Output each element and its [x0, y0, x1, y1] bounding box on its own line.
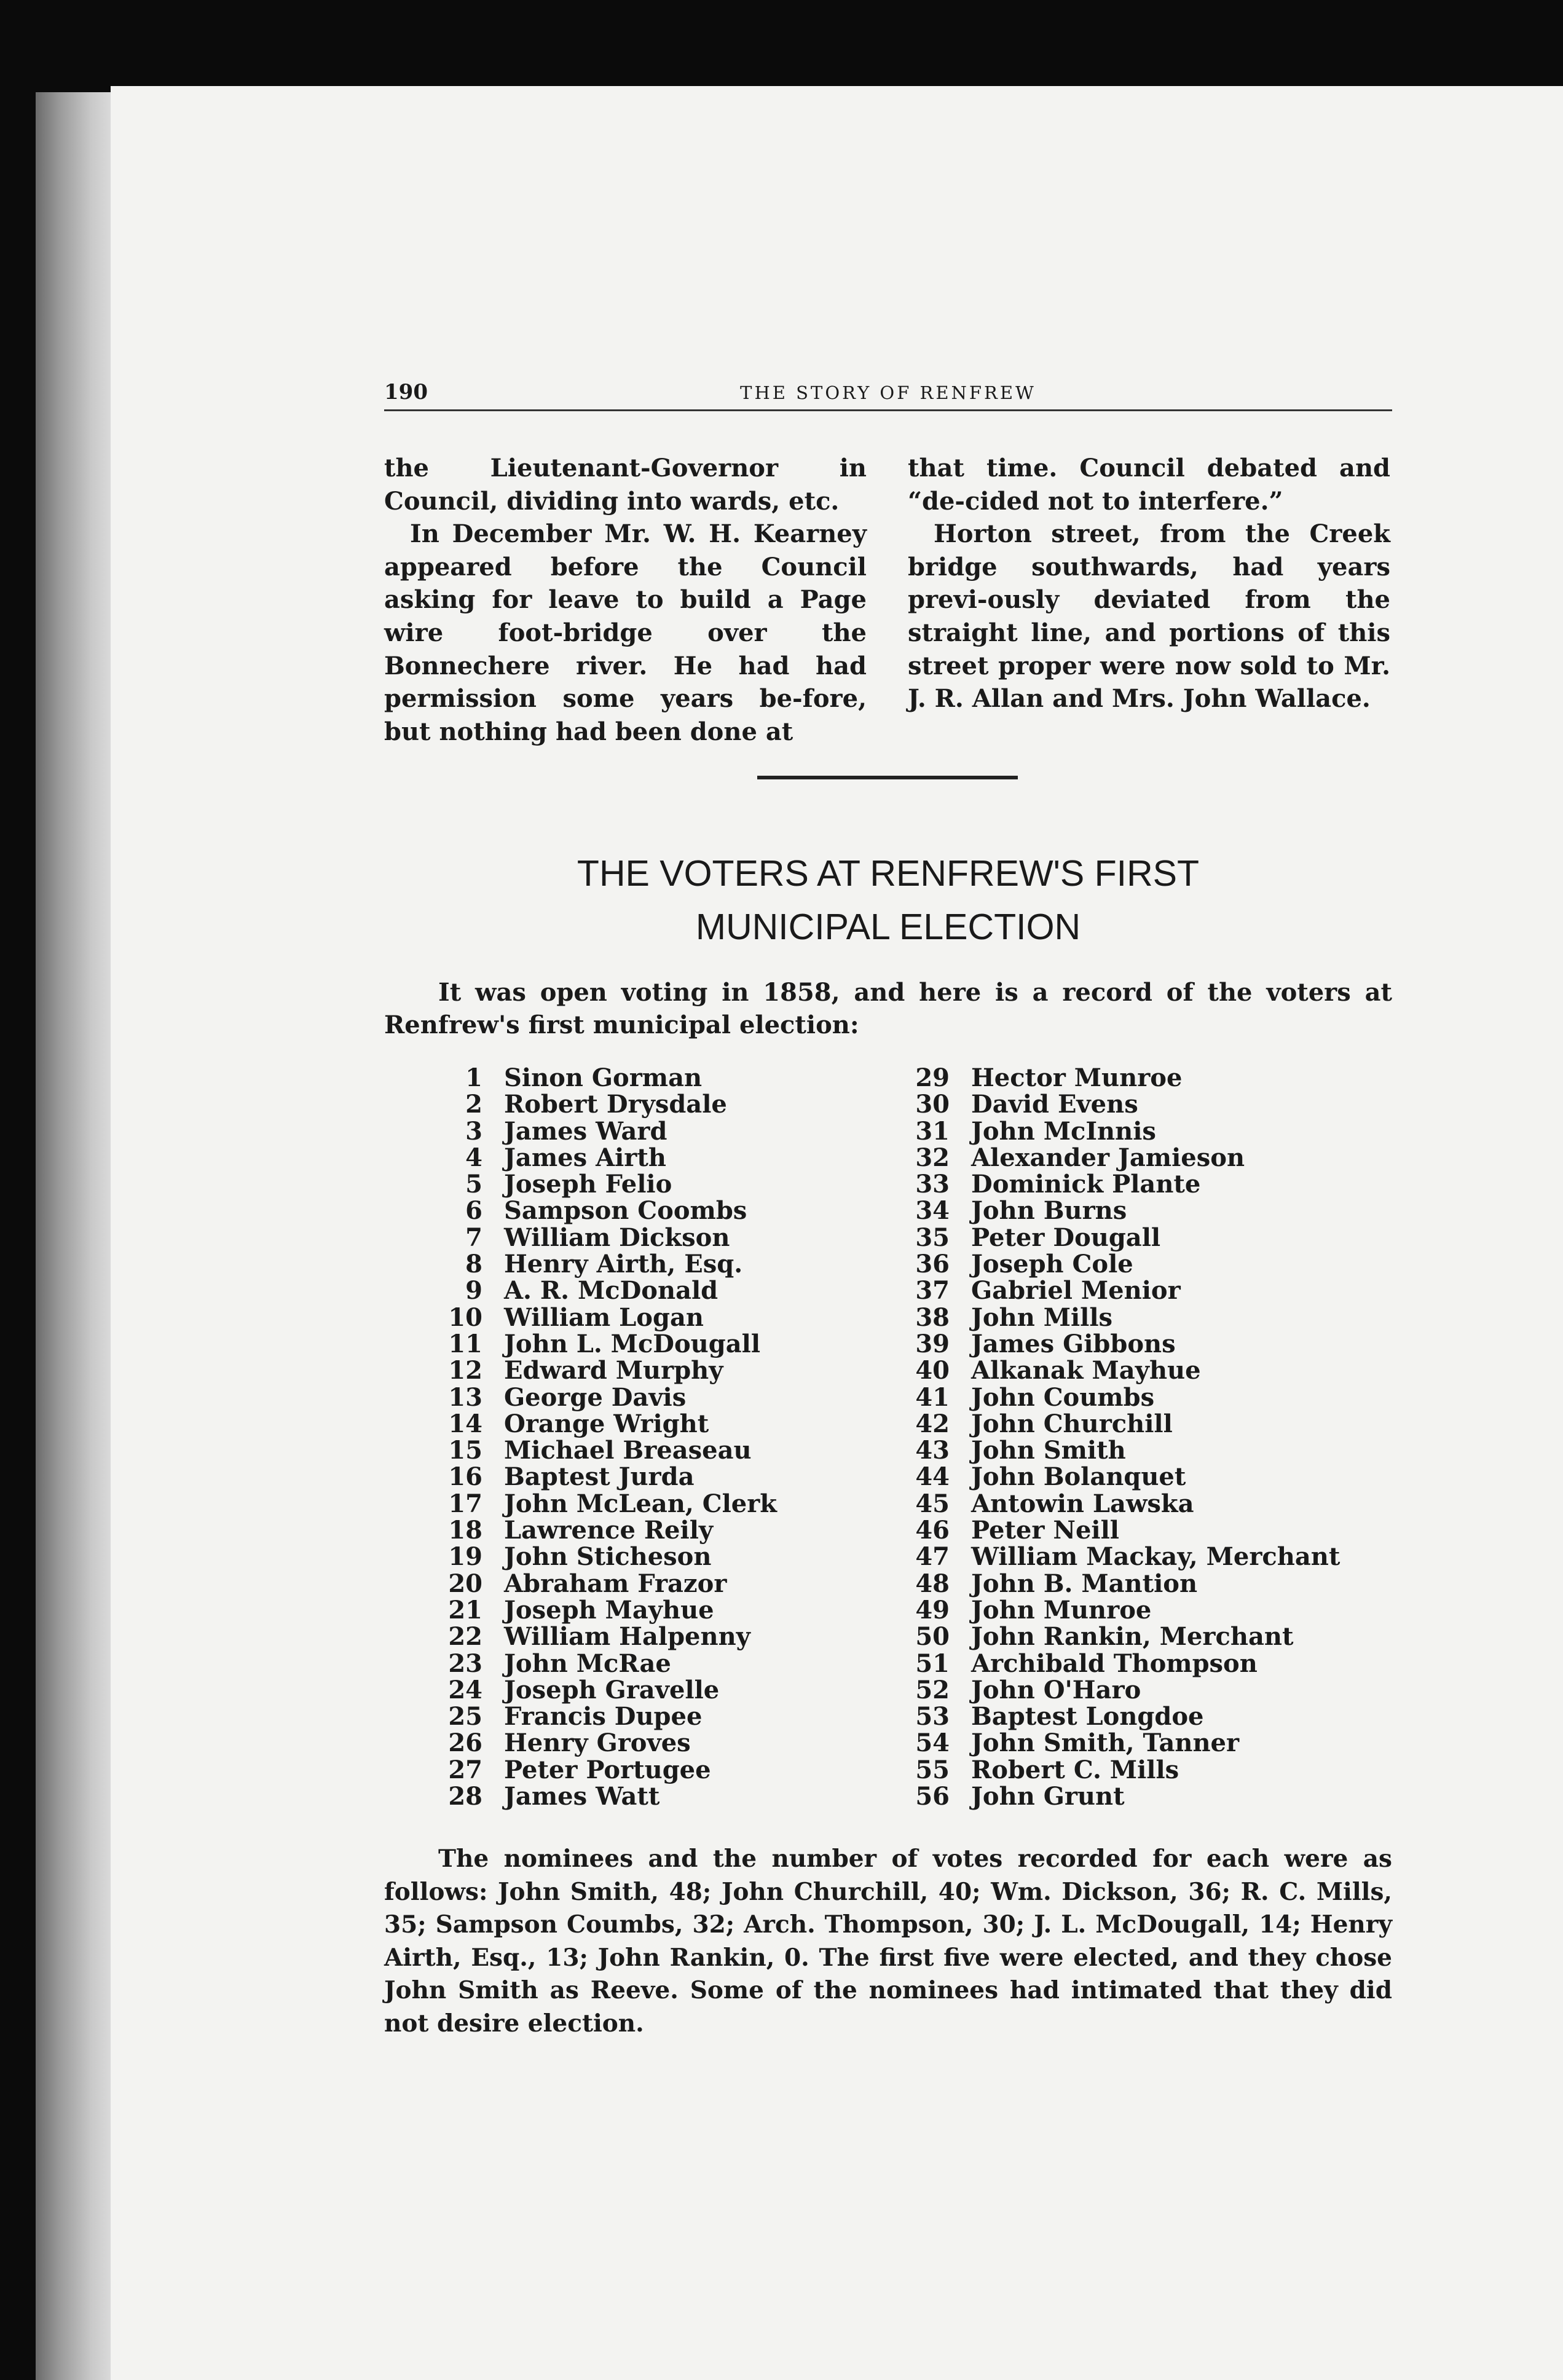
voter-name: Joseph Mayhue: [504, 1595, 714, 1625]
voter-name: Peter Dougall: [971, 1223, 1161, 1252]
intro-text: It was open voting in 1858, and here is a record of the voters at Renfrew's first municipal election:: [384, 978, 1392, 1039]
voter-name: Orange Wright: [504, 1409, 709, 1438]
voter-name: Henry Groves: [504, 1728, 691, 1758]
voter-row: [897, 1491, 1364, 1517]
voter-row: [897, 1224, 1364, 1251]
voter-row: [897, 1730, 1364, 1756]
voter-number: 19: [448, 1542, 482, 1572]
voter-name: Peter Neill: [971, 1516, 1119, 1545]
voter-row: [897, 1331, 1364, 1357]
voter-row: [430, 1277, 897, 1304]
voter-number: 46: [915, 1516, 950, 1545]
voter-number: 33: [915, 1170, 950, 1199]
voter-row: [430, 1464, 897, 1490]
voter-name: John McInnis: [971, 1116, 1156, 1146]
voter-name: Edward Murphy: [504, 1356, 723, 1385]
voter-number: 18: [448, 1516, 482, 1545]
intro-paragraph: [384, 976, 1392, 1041]
voter-number: 5: [465, 1170, 482, 1199]
voter-row: [897, 1570, 1364, 1597]
voter-row: [430, 1570, 897, 1597]
voter-name: John McRae: [504, 1649, 671, 1678]
voter-number: 53: [915, 1702, 950, 1732]
voter-number: 54: [915, 1728, 950, 1758]
voter-row: [897, 1091, 1364, 1117]
voter-row: [430, 1304, 897, 1331]
voter-number: 51: [915, 1649, 950, 1678]
voter-name: John O'Haro: [971, 1675, 1141, 1704]
section-title-line-1: THE VOTERS AT RENFREW'S FIRST: [577, 853, 1200, 894]
voter-name: John McLean, Clerk: [504, 1489, 778, 1518]
voter-name: Robert Drysdale: [504, 1090, 727, 1119]
voter-number: 20: [448, 1569, 482, 1598]
voter-row: [430, 1543, 897, 1570]
voter-row: [430, 1224, 897, 1251]
voter-number: 16: [448, 1462, 482, 1492]
voter-name: A. R. McDonald: [504, 1276, 719, 1306]
voter-name: Joseph Cole: [971, 1250, 1133, 1279]
voter-number: 4: [465, 1143, 482, 1172]
left-paragraph-1: the Lieutenant-Governor in Council, dividing into wards, etc.: [384, 454, 867, 516]
right-paragraph-1: that time. Council debated and “de-cided not to interfere.”: [908, 454, 1390, 516]
voter-name: John Munroe: [971, 1595, 1152, 1625]
voter-row: [430, 1091, 897, 1117]
voter-name: James Watt: [504, 1782, 660, 1811]
voter-number: 26: [448, 1728, 482, 1758]
voter-number: 49: [915, 1595, 950, 1625]
voter-row: [897, 1464, 1364, 1490]
section-title: [384, 847, 1392, 954]
voter-name: Joseph Felio: [504, 1170, 672, 1199]
voter-number: 23: [448, 1649, 482, 1678]
book-page-edge: [36, 92, 116, 2380]
voter-number: 55: [915, 1755, 950, 1784]
voter-row: [430, 1650, 897, 1677]
voter-number: 3: [465, 1116, 482, 1146]
summary-text: The nominees and the number of votes recorded for each were as follows: John Smith, 48; John Churchill, 40; Wm. Dickson, 36; R. C. Mills, 35; Sampson Coumbs, 32; Arch. Thompson, 30; J. L. McDougall, 14; Henry Airth, Esq., 13; John Rankin, 0. The first five were elected, and they chose John Smith as Reeve. Some of the nominees had intimated that they did not desire election.: [384, 1845, 1392, 2038]
voter-name: Gabriel Menior: [971, 1276, 1181, 1306]
voter-name: Dominick Plante: [971, 1170, 1201, 1199]
voter-number: 43: [915, 1436, 950, 1465]
voter-row: [897, 1384, 1364, 1411]
voter-name: James Airth: [504, 1143, 666, 1172]
voter-name: John L. McDougall: [504, 1329, 761, 1358]
voter-number: 22: [448, 1622, 482, 1652]
voter-name: William Halpenny: [504, 1622, 750, 1652]
voter-row: [897, 1757, 1364, 1783]
voter-number: 25: [448, 1702, 482, 1732]
voter-row: [897, 1783, 1364, 1810]
voter-number: 13: [448, 1382, 482, 1412]
voter-name: John Coumbs: [971, 1382, 1155, 1412]
voter-name: Alexander Jamieson: [971, 1143, 1245, 1172]
page-number: 190: [384, 380, 428, 404]
voter-row: [430, 1411, 897, 1437]
voter-number: 39: [915, 1329, 950, 1358]
voter-row: [897, 1623, 1364, 1650]
voter-number: 24: [448, 1675, 482, 1704]
voter-number: 45: [915, 1489, 950, 1518]
voter-number: 56: [915, 1782, 950, 1811]
voter-number: 31: [915, 1116, 950, 1146]
voter-row: [897, 1304, 1364, 1331]
voter-row: [430, 1623, 897, 1650]
voter-row: [430, 1145, 897, 1171]
voter-row: [897, 1277, 1364, 1304]
voter-number: 40: [915, 1356, 950, 1385]
voter-row: [430, 1065, 897, 1091]
voter-row: [430, 1357, 897, 1384]
voter-number: 28: [448, 1782, 482, 1811]
voter-list-right: [897, 1065, 1364, 1810]
voter-row: [430, 1783, 897, 1810]
right-paragraph-2: Horton street, from the Creek bridge southwards, had years previ-ously deviated from the straight line, and portions of this street proper were now sold to Mr. J. R. Allan and Mrs. John Wallace.: [908, 519, 1390, 714]
voter-name: Peter Portugee: [504, 1755, 711, 1784]
voter-row: [897, 1197, 1364, 1224]
voter-row: [897, 1065, 1364, 1091]
voter-name: George Davis: [504, 1382, 687, 1412]
voter-name: Henry Airth, Esq.: [504, 1250, 743, 1279]
voter-number: 52: [915, 1675, 950, 1704]
voter-name: John Churchill: [971, 1409, 1173, 1438]
voter-number: 1: [465, 1063, 482, 1092]
voter-number: 50: [915, 1622, 950, 1652]
voter-name: Francis Dupee: [504, 1702, 703, 1732]
voter-name: Sampson Coombs: [504, 1196, 747, 1226]
voter-row: [430, 1251, 897, 1277]
voter-number: 34: [915, 1196, 950, 1226]
voter-name: Hector Munroe: [971, 1063, 1183, 1092]
voter-row: [430, 1677, 897, 1703]
right-column-text: [908, 452, 1390, 715]
page-header: [384, 380, 1392, 411]
voter-row: [430, 1597, 897, 1623]
voter-row: [430, 1491, 897, 1517]
voter-name: Antowin Lawska: [971, 1489, 1194, 1518]
voter-number: 35: [915, 1223, 950, 1252]
voter-row: [430, 1384, 897, 1411]
voter-row: [897, 1677, 1364, 1703]
voter-name: Joseph Gravelle: [504, 1675, 720, 1704]
voter-name: Sinon Gorman: [504, 1063, 703, 1092]
voter-row: [430, 1171, 897, 1197]
voter-row: [430, 1437, 897, 1464]
voter-row: [897, 1650, 1364, 1677]
voter-number: 9: [465, 1276, 482, 1306]
voter-number: 41: [915, 1382, 950, 1412]
voter-name: Baptest Longdoe: [971, 1702, 1204, 1732]
voter-number: 6: [465, 1196, 482, 1226]
voter-name: Abraham Frazor: [504, 1569, 727, 1598]
voter-number: 8: [465, 1250, 482, 1279]
voter-row: [430, 1197, 897, 1224]
voter-number: 29: [915, 1063, 950, 1092]
summary-paragraph: [384, 1843, 1392, 2041]
voter-row: [897, 1411, 1364, 1437]
voter-number: 38: [915, 1302, 950, 1332]
voter-number: 14: [448, 1409, 482, 1438]
voter-name: Michael Breaseau: [504, 1436, 752, 1465]
running-head: THE STORY OF RENFREW: [740, 382, 1036, 403]
voter-row: [430, 1118, 897, 1145]
voter-number: 36: [915, 1250, 950, 1279]
voter-row: [897, 1543, 1364, 1570]
voter-row: [897, 1597, 1364, 1623]
voter-name: Robert C. Mills: [971, 1755, 1179, 1784]
voter-row: [430, 1331, 897, 1357]
left-column-text: [384, 452, 867, 748]
voter-name: Baptest Jurda: [504, 1462, 695, 1492]
voter-name: John Bolanquet: [971, 1462, 1186, 1492]
voter-number: 44: [915, 1462, 950, 1492]
voter-number: 42: [915, 1409, 950, 1438]
voter-row: [897, 1251, 1364, 1277]
voter-row: [897, 1171, 1364, 1197]
voter-name: John Mills: [971, 1302, 1113, 1332]
voter-name: William Dickson: [504, 1223, 730, 1252]
voter-name: James Ward: [504, 1116, 667, 1146]
voter-list-left: [430, 1065, 897, 1810]
voter-row: [897, 1437, 1364, 1464]
voter-number: 15: [448, 1436, 482, 1465]
voter-number: 11: [448, 1329, 482, 1358]
voter-name: John B. Mantion: [971, 1569, 1198, 1598]
voter-number: 10: [448, 1302, 482, 1332]
voter-row: [897, 1357, 1364, 1384]
voter-name: John Smith: [971, 1436, 1126, 1465]
voter-row: [897, 1118, 1364, 1145]
voter-name: Alkanak Mayhue: [971, 1356, 1201, 1385]
voter-name: William Logan: [504, 1302, 704, 1332]
section-divider: [757, 776, 1018, 779]
voter-number: 37: [915, 1276, 950, 1306]
voter-row: [897, 1145, 1364, 1171]
voter-number: 7: [465, 1223, 482, 1252]
voter-name: John Smith, Tanner: [971, 1728, 1240, 1758]
voter-row: [430, 1517, 897, 1543]
voter-row: [430, 1703, 897, 1730]
voter-number: 47: [915, 1542, 950, 1572]
voter-number: 32: [915, 1143, 950, 1172]
voter-name: John Grunt: [971, 1782, 1125, 1811]
voter-name: John Burns: [971, 1196, 1127, 1226]
section-title-line-2: MUNICIPAL ELECTION: [695, 907, 1081, 947]
voter-number: 2: [465, 1090, 482, 1119]
voter-name: David Evens: [971, 1090, 1138, 1119]
voter-number: 48: [915, 1569, 950, 1598]
voter-row: [897, 1703, 1364, 1730]
voter-number: 17: [448, 1489, 482, 1518]
voter-number: 27: [448, 1755, 482, 1784]
voter-number: 12: [448, 1356, 482, 1385]
voter-number: 30: [915, 1090, 950, 1119]
voter-row: [430, 1757, 897, 1783]
voter-name: James Gibbons: [971, 1329, 1176, 1358]
voter-number: 21: [448, 1595, 482, 1625]
voter-name: John Sticheson: [504, 1542, 712, 1572]
voter-name: John Rankin, Merchant: [971, 1622, 1294, 1652]
left-paragraph-2: In December Mr. W. H. Kearney appeared before the Council asking for leave to build a Page wire foot-bridge over the Bonnechere river. He had had permission some years be-fore, but nothing had been done at: [384, 519, 867, 746]
voter-name: William Mackay, Merchant: [971, 1542, 1341, 1572]
voter-row: [897, 1517, 1364, 1543]
voter-name: Lawrence Reily: [504, 1516, 714, 1545]
voter-name: Archibald Thompson: [971, 1649, 1258, 1678]
voter-row: [430, 1730, 897, 1756]
